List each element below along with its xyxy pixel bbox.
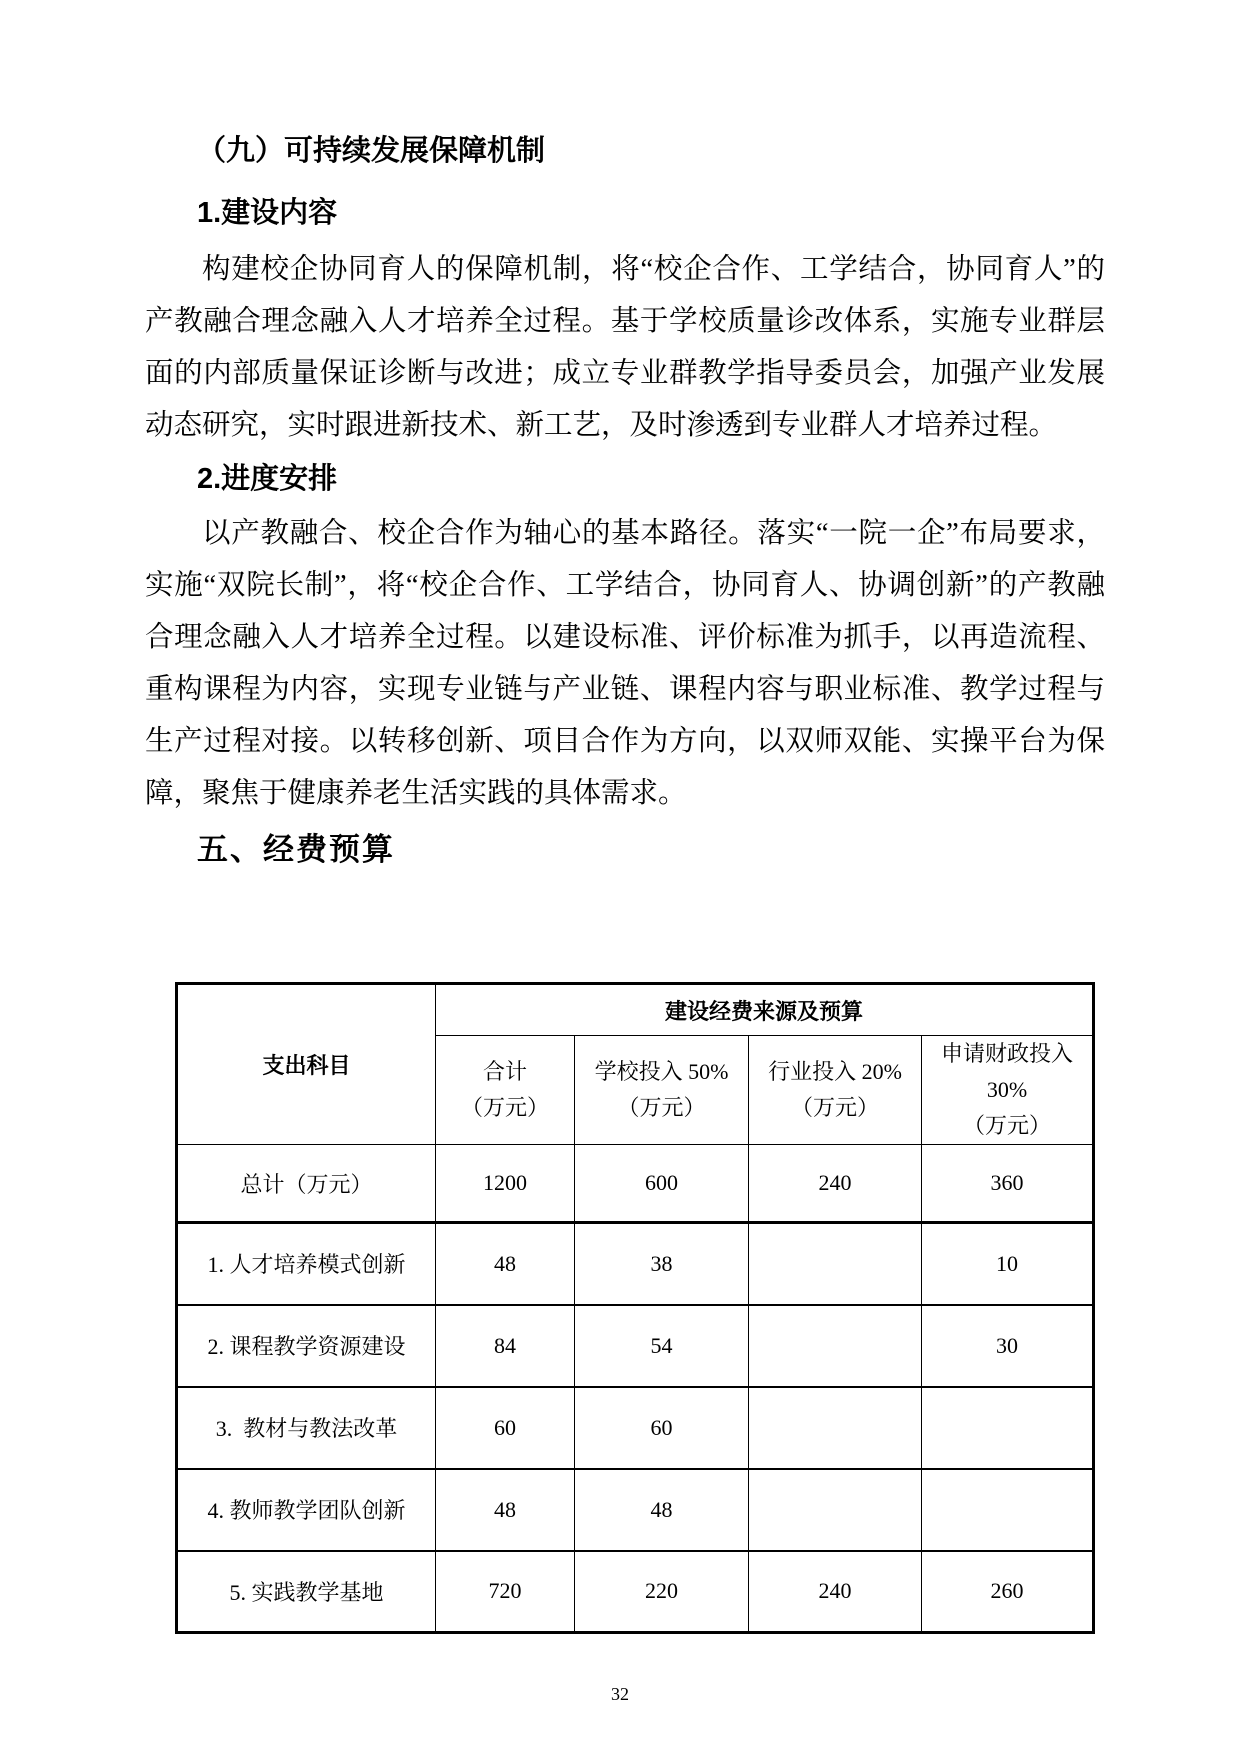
group-header-cell: 建设经费来源及预算 — [436, 984, 1094, 1036]
column-header-total — [436, 1036, 575, 1145]
budget-value-cell — [749, 1223, 922, 1305]
column-header-line2: （万元） — [460, 1095, 549, 1120]
budget-value-cell: 240 — [749, 1145, 922, 1223]
column-header-line1: 合计 — [482, 1059, 527, 1084]
budget-value-cell: 720 — [436, 1551, 575, 1633]
budget-value-cell: 48 — [436, 1223, 575, 1305]
budget-row-label: 3. 教材与教法改革 — [177, 1387, 436, 1469]
budget-row-label: 4. 教师教学团队创新 — [177, 1469, 436, 1551]
table-row — [177, 1551, 1094, 1633]
paragraph-schedule: 以产教融合、校企合作为轴心的基本路径。落实“一院一企”布局要求，实施“双院长制”，将“校企合作、工学结合，协同育人、协调创新”的产教融合理念融入人才培养全过程。以建设标准、评价标准为抓手，以再造流程、重构课程为内容，实现专业链与产业链、课程内容与职业标准、教学过程与生产过程对接。以转移创新、项目合作为方向，以双师双能、实操平台为保障，聚焦于健康养老生活实践的具体需求。 — [145, 518, 1105, 809]
budget-value-cell: 360 — [922, 1145, 1094, 1223]
budget-row-label: 总计（万元） — [177, 1145, 436, 1223]
budget-value-cell — [749, 1469, 922, 1551]
budget-value-cell — [749, 1305, 922, 1387]
budget-value-cell: 10 — [922, 1223, 1094, 1305]
budget-value-cell — [922, 1387, 1094, 1469]
budget-value-cell: 260 — [922, 1551, 1094, 1633]
section5-heading: 五、经费预算 — [197, 832, 395, 867]
budget-value-cell: 600 — [575, 1145, 749, 1223]
budget-value-cell: 240 — [749, 1551, 922, 1633]
budget-value-cell: 1200 — [436, 1145, 575, 1223]
budget-value-cell: 48 — [575, 1469, 749, 1551]
budget-value-cell — [749, 1387, 922, 1469]
column-header-line2: （万元） — [963, 1113, 1052, 1138]
budget-table — [175, 982, 1095, 1634]
budget-value-cell: 60 — [436, 1387, 575, 1469]
paragraph-construction-content: 构建校企协同育人的保障机制，将“校企合作、工学结合，协同育人”的产教融合理念融入人才培养全过程。基于学校质量诊改体系，实施专业群层面的内部质量保证诊断与改进；成立专业群教学指导委员会，加强产业发展动态研究，实时跟进新技术、新工艺，及时渗透到专业群人才培养过程。 — [145, 254, 1105, 441]
column-header-line2: （万元） — [617, 1095, 706, 1120]
table-row — [177, 1223, 1094, 1305]
budget-row-label: 5. 实践教学基地 — [177, 1551, 436, 1633]
column-header-line1: 学校投入 50% — [594, 1059, 729, 1084]
budget-value-cell — [922, 1469, 1094, 1551]
column-header-line1: 行业投入 20% — [768, 1059, 902, 1084]
table-group-header-row — [177, 984, 1094, 1036]
subsection2-heading: 2.进度安排 — [197, 463, 338, 495]
column-header-line1: 申请财政投入 30% — [941, 1041, 1074, 1102]
budget-value-cell: 30 — [922, 1305, 1094, 1387]
column-header-industry — [749, 1036, 922, 1145]
table-row — [177, 1305, 1094, 1387]
column-header-school — [575, 1036, 749, 1145]
budget-value-cell: 38 — [575, 1223, 749, 1305]
budget-value-cell: 54 — [575, 1305, 749, 1387]
page-number: 32 — [611, 1684, 629, 1704]
budget-value-cell: 220 — [575, 1551, 749, 1633]
table-row — [177, 1387, 1094, 1469]
budget-value-cell: 84 — [436, 1305, 575, 1387]
corner-header-cell: 支出科目 — [177, 984, 436, 1145]
table-row-total — [177, 1145, 1094, 1223]
subsection1-heading: 1.建设内容 — [197, 197, 338, 229]
section9-heading: （九）可持续发展保障机制 — [197, 135, 546, 167]
column-header-line2: （万元） — [790, 1095, 879, 1120]
budget-value-cell: 48 — [436, 1469, 575, 1551]
budget-value-cell: 60 — [575, 1387, 749, 1469]
budget-row-label: 2. 课程教学资源建设 — [177, 1305, 436, 1387]
budget-row-label: 1. 人才培养模式创新 — [177, 1223, 436, 1305]
table-row — [177, 1469, 1094, 1551]
column-header-fiscal — [922, 1036, 1094, 1145]
